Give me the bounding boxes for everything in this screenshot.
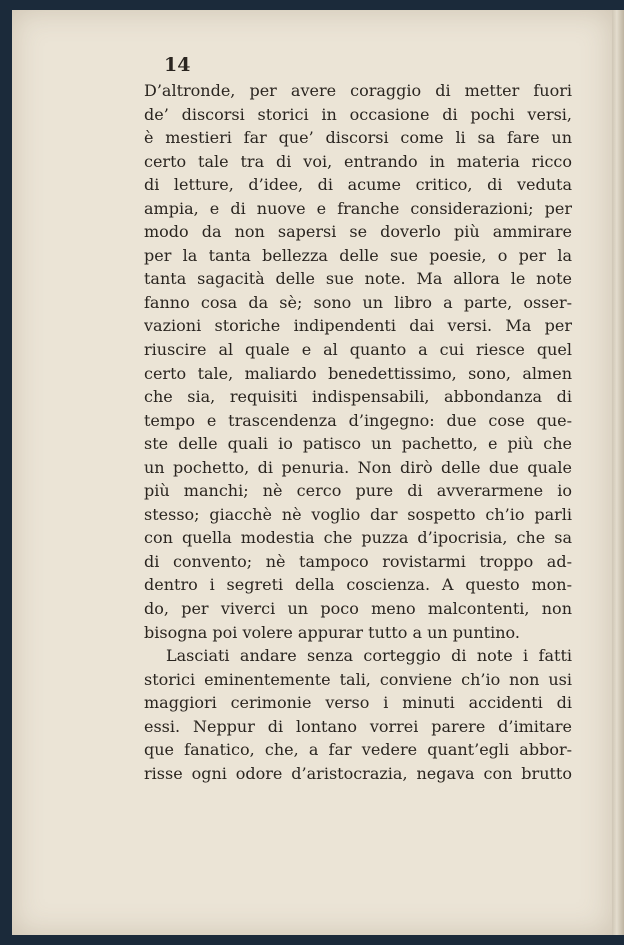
text-line: essi. Neppur di lontano vorrei parere d’imitare [144, 716, 572, 736]
text-line: tanta sagacità delle sue note. Ma allora le note [144, 269, 572, 289]
page-number: 14 [164, 54, 191, 76]
text-line: stesso; giacchè nè voglio dar sospetto ch’io parli [144, 504, 572, 524]
text-line: è mestieri far que’ discorsi come li sa fare un [144, 128, 572, 148]
text-line: dentro i segreti della coscienza. A questo mon- [144, 575, 572, 595]
text-line: un pochetto, di penuria. Non dirò delle due quale [144, 457, 572, 477]
paragraph [144, 644, 572, 785]
text-line: vazioni storiche indipendenti dai versi. Ma per [144, 316, 572, 336]
paragraph [144, 79, 572, 644]
text-line: ste delle quali io patisco un pachetto, e più che [144, 434, 572, 454]
text-line: do, per viverci un poco meno malcontenti, non [144, 599, 572, 619]
paper-sheet [12, 10, 612, 935]
page-edge [612, 10, 624, 935]
text-line: di convento; nè tampoco rovistarmi troppo ad- [144, 551, 572, 571]
text-line: di letture, d’idee, di acume critico, di veduta [144, 175, 572, 195]
text-line: fanno cosa da sè; sono un libro a parte, osser- [144, 292, 572, 312]
text-line: certo tale, maliardo benedettissimo, sono, almen [144, 363, 572, 383]
text-line: modo da non sapersi se doverlo più ammirare [144, 222, 572, 242]
text-line: con quella modestia che puzza d’ipocrisia, che sa [144, 528, 572, 548]
text-line: maggiori cerimonie verso i minuti accidenti di [144, 693, 572, 713]
text-line: per la tanta bellezza delle sue poesie, o per la [144, 245, 572, 265]
text-line: più manchi; nè cerco pure di avverarmene io [144, 481, 572, 501]
text-line: de’ discorsi storici in occasione di pochi versi, [144, 104, 572, 124]
text-line: tempo e trascendenza d’ingegno: due cose que- [144, 410, 572, 430]
text-line: Lasciati andare senza corteggio di note i fatti [166, 646, 572, 666]
text-line: ampia, e di nuove e franche considerazioni; per [144, 198, 572, 218]
text-line: riuscire al quale e al quanto a cui riesce quel [144, 340, 572, 360]
text-line: storici eminentemente tali, conviene ch’io non usi [144, 669, 572, 689]
body-text [144, 79, 572, 785]
text-line: che sia, requisiti indispensabili, abbondanza di [144, 387, 572, 407]
text-line: certo tale tra di voi, entrando in materia ricco [144, 151, 572, 171]
text-line: que fanatico, che, a far vedere quant’egli abbor- [144, 740, 572, 760]
text-line: D’altronde, per avere coraggio di metter fuori [144, 81, 572, 100]
text-line: bisogna poi volere appurar tutto a un puntino. [144, 622, 520, 642]
text-line: risse ogni odore d’aristocrazia, negava con brutto [144, 763, 572, 783]
